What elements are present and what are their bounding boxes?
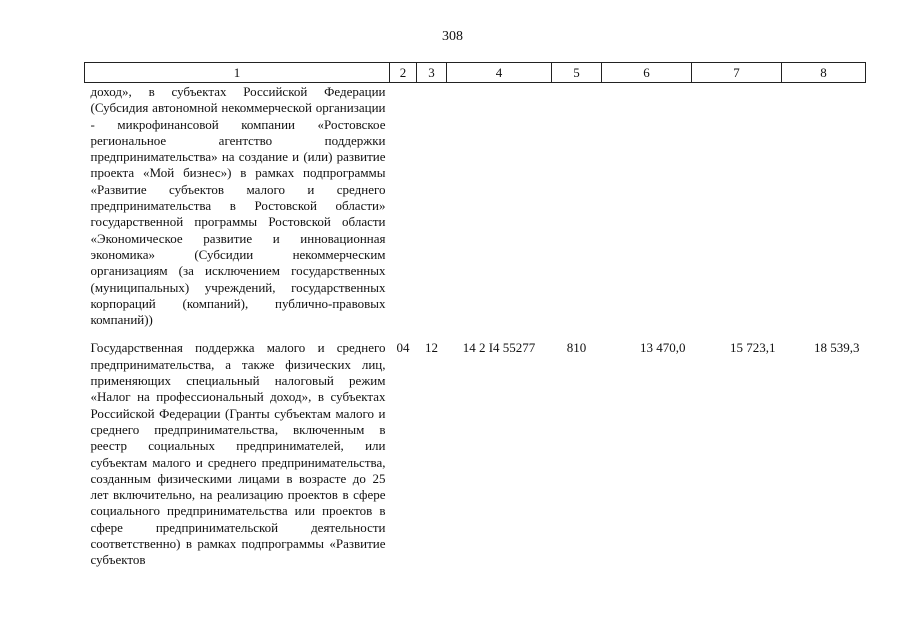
row-subsection-code: 12: [425, 340, 438, 356]
column-header-5: 5: [552, 63, 602, 83]
page-number: 308: [442, 29, 463, 44]
row-target-article: 14 2 I4 55277: [462, 340, 536, 356]
row-amount-2023: 15 723,1: [730, 340, 776, 356]
row-section-code: 04: [396, 340, 410, 356]
column-header-7: 7: [692, 63, 782, 83]
row-target-article: [447, 83, 552, 329]
row-amount-2024: [782, 83, 866, 329]
budget-table: [84, 62, 866, 569]
row-expense-type: 810: [566, 340, 587, 356]
table-row: [85, 328, 866, 568]
row-amount-2022: 13 470,0: [640, 340, 686, 356]
row-expense-type: [552, 83, 602, 329]
row-description: доход», в субъектах Российской Федерации (Субсидия автономной некоммерческой организации - микрофинансовой компании «Ростовское региональное агентство поддержки предпринимательства» на создание и (или) развитие проекта «Мой бизнес») в рамках подпрограммы «Развитие субъектов малого и среднего предпринимательства в Ростовской области» государственной программы Ростовской области «Экономическое развитие и инновационная экономика» (Субсидии некоммерческим организациям (за исключением государственных (муниципальных) учреждений, государственных корпораций (компаний), публично-правовых компаний)): [90, 84, 386, 328]
row-amount-2023: [692, 83, 782, 329]
row-amount-2022: [602, 83, 692, 329]
column-header-8: 8: [782, 63, 866, 83]
column-header-1: 1: [85, 63, 390, 83]
column-header-6: 6: [602, 63, 692, 83]
table-row: [85, 83, 866, 329]
row-section-code: [390, 83, 417, 329]
header-row: [85, 63, 866, 83]
row-amount-2024: 18 539,3: [814, 340, 860, 356]
column-header-4: 4: [447, 63, 552, 83]
column-header-3: 3: [417, 63, 447, 83]
row-description: Государственная поддержка малого и среднего предпринимательства, а также физических лиц, применяющих специальный налоговый режим «Налог на профессиональный доход», в субъектах Российской Федерации (Гранты субъектам малого и среднего предпринимательства, включенным в реестр социальных предпринимателей, или субъектам малого и среднего предпринимательства, созданным физическими лицами в возрасте до 25 лет включительно, на реализацию проектов в сфере социального предпринимательства или проектов в сфере предпринимательской деятельности соответственно) в рамках подпрограммы «Развитие субъектов: [90, 340, 386, 568]
column-header-2: 2: [390, 63, 417, 83]
row-subsection-code: [417, 83, 447, 329]
